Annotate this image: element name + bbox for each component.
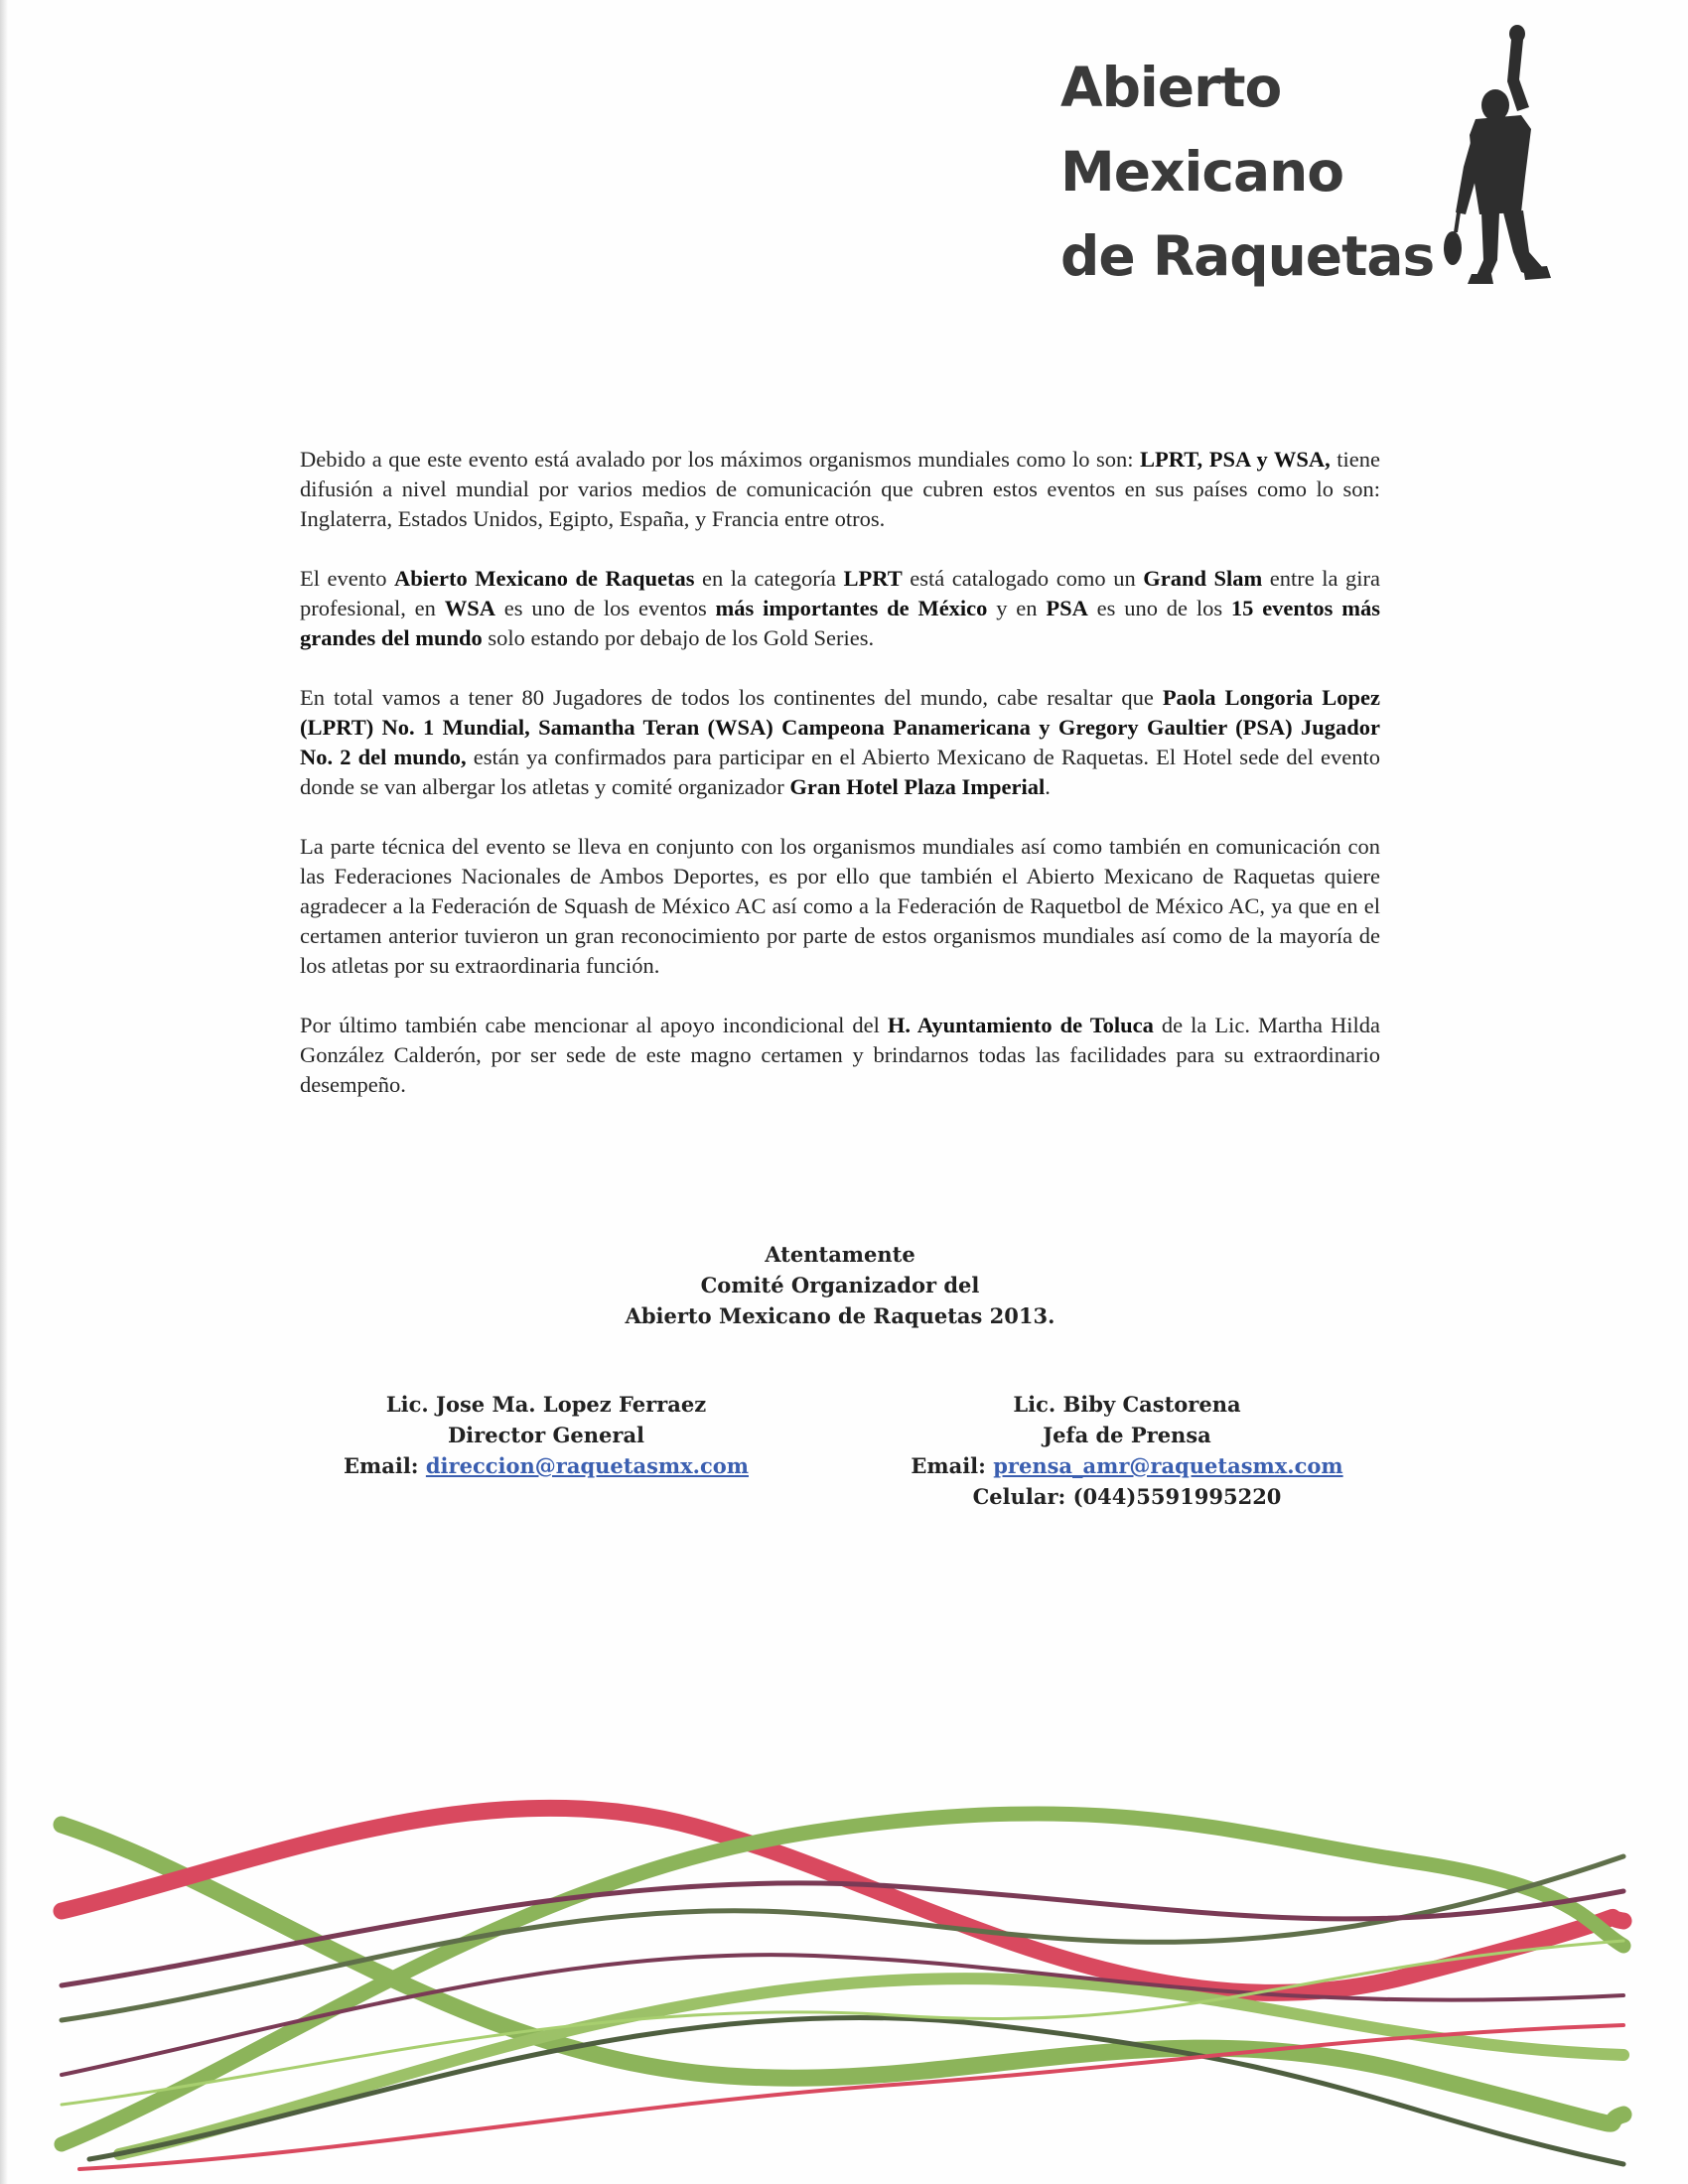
- closing-event: Abierto Mexicano de Raquetas 2013.: [625, 1303, 1055, 1328]
- wave-red-main: [62, 1808, 1623, 1992]
- body-text: El evento: [300, 566, 394, 591]
- body-text: y en: [987, 596, 1047, 620]
- body-text: La parte técnica del evento se lleva en conjunto con los organismos mundiales así como también en comunicación con las Federaciones Nacionales de Ambos Deportes, es por ello que también el Abierto Mexicano de Raquetas quiere agradecer a la Federación de Squash de México AC así como a la Federación de Raquetbol de México AC, ya que en el certamen anterior tuvieron un gran reconocimiento por parte de estos organismos mundiales así como de la mayoría de los atletas por su extraordinaria función.: [300, 834, 1380, 978]
- bold-text: Abierto Mexicano de Raquetas: [394, 566, 695, 591]
- signature-title: Director General: [447, 1423, 645, 1447]
- body-text: tiene difusión a nivel mundial por varios medios de comunicación que cubren estos eventos en sus países como lo son: Inglaterra, Estados Unidos, Egipto, España, y Francia entre otros.: [300, 447, 1380, 531]
- letter-body: [300, 445, 1380, 1130]
- bold-text: más importantes de México: [715, 596, 988, 620]
- email-label: Email:: [911, 1453, 994, 1478]
- signature-phone: Celular: (044)5591995220: [972, 1484, 1282, 1509]
- signature-name: Lic. Biby Castorena: [1013, 1392, 1241, 1417]
- director-email-link[interactable]: direccion@raquetasmx.com: [425, 1453, 749, 1478]
- logo-line-1: Abierto: [1060, 56, 1282, 119]
- signature-director: [328, 1389, 765, 1481]
- paragraph-5: [300, 1011, 1380, 1100]
- body-text: es uno de los: [1087, 596, 1231, 620]
- bold-text: LPRT, PSA y WSA,: [1140, 447, 1331, 472]
- body-text: está catalogado como un: [902, 566, 1144, 591]
- bold-text: Gran Hotel Plaza Imperial: [789, 774, 1046, 799]
- decorative-waves-footer: [0, 1787, 1688, 2184]
- body-text: .: [1045, 774, 1051, 799]
- bold-text: Paola Longoria Lopez (LPRT) No. 1 Mundial, Samantha Teran (WSA) Campeona Panamericana y Gregory Gaultier (PSA) Jugador No. 2 del mundo,: [300, 685, 1380, 769]
- paragraph-3: [300, 683, 1380, 802]
- logo-line-2: Mexicano: [1060, 140, 1344, 204]
- signature-email-row: [328, 1450, 765, 1481]
- signature-press: [889, 1389, 1365, 1512]
- closing-block: [300, 1239, 1380, 1331]
- bold-text: WSA: [444, 596, 495, 620]
- signature-name: Lic. Jose Ma. Lopez Ferraez: [385, 1392, 707, 1417]
- body-text: en la categoría: [694, 566, 844, 591]
- body-text: están ya confirmados para participar en el Abierto Mexicano de Raquetas. El Hotel sede del evento donde se van albergar los atletas y comité organizador: [300, 745, 1380, 799]
- body-text: es uno de los eventos: [494, 596, 716, 620]
- logo-line-3: de Raquetas: [1060, 224, 1435, 288]
- racquetball-player-silhouette-icon: [1440, 18, 1559, 286]
- body-text: Por último también cabe mencionar al apoyo incondicional del: [300, 1013, 888, 1037]
- closing-salutation: Atentamente: [765, 1242, 915, 1267]
- paragraph-1: [300, 445, 1380, 534]
- email-label: Email:: [344, 1453, 426, 1478]
- body-text: En total vamos a tener 80 Jugadores de todos los continentes del mundo, cabe resaltar que: [300, 685, 1163, 710]
- paragraph-2: [300, 564, 1380, 653]
- signature-email-row: [889, 1450, 1365, 1481]
- bold-text: 15 eventos más grandes del mundo: [300, 596, 1380, 650]
- closing-committee: Comité Organizador del: [700, 1273, 980, 1297]
- paragraph-4: [300, 832, 1380, 981]
- bold-text: LPRT: [843, 566, 903, 591]
- signature-title: Jefa de Prensa: [1043, 1423, 1211, 1447]
- event-logo: [1060, 46, 1577, 314]
- bold-text: Grand Slam: [1143, 566, 1263, 591]
- body-text: entre la gira profesional, en: [300, 566, 1380, 620]
- body-text: Debido a que este evento está avalado por los máximos organismos mundiales como lo son:: [300, 447, 1141, 472]
- press-email-link[interactable]: prensa_amr@raquetasmx.com: [993, 1453, 1343, 1478]
- body-text: solo estando por debajo de los Gold Series.: [482, 625, 875, 650]
- bold-text: PSA: [1046, 596, 1088, 620]
- logo-text: [1060, 46, 1434, 299]
- bold-text: H. Ayuntamiento de Toluca: [887, 1013, 1154, 1037]
- body-text: de la Lic. Martha Hilda González Calderón, por ser sede de este magno certamen y brindarnos todas las facilidades para su extraordinario desempeño.: [300, 1013, 1380, 1097]
